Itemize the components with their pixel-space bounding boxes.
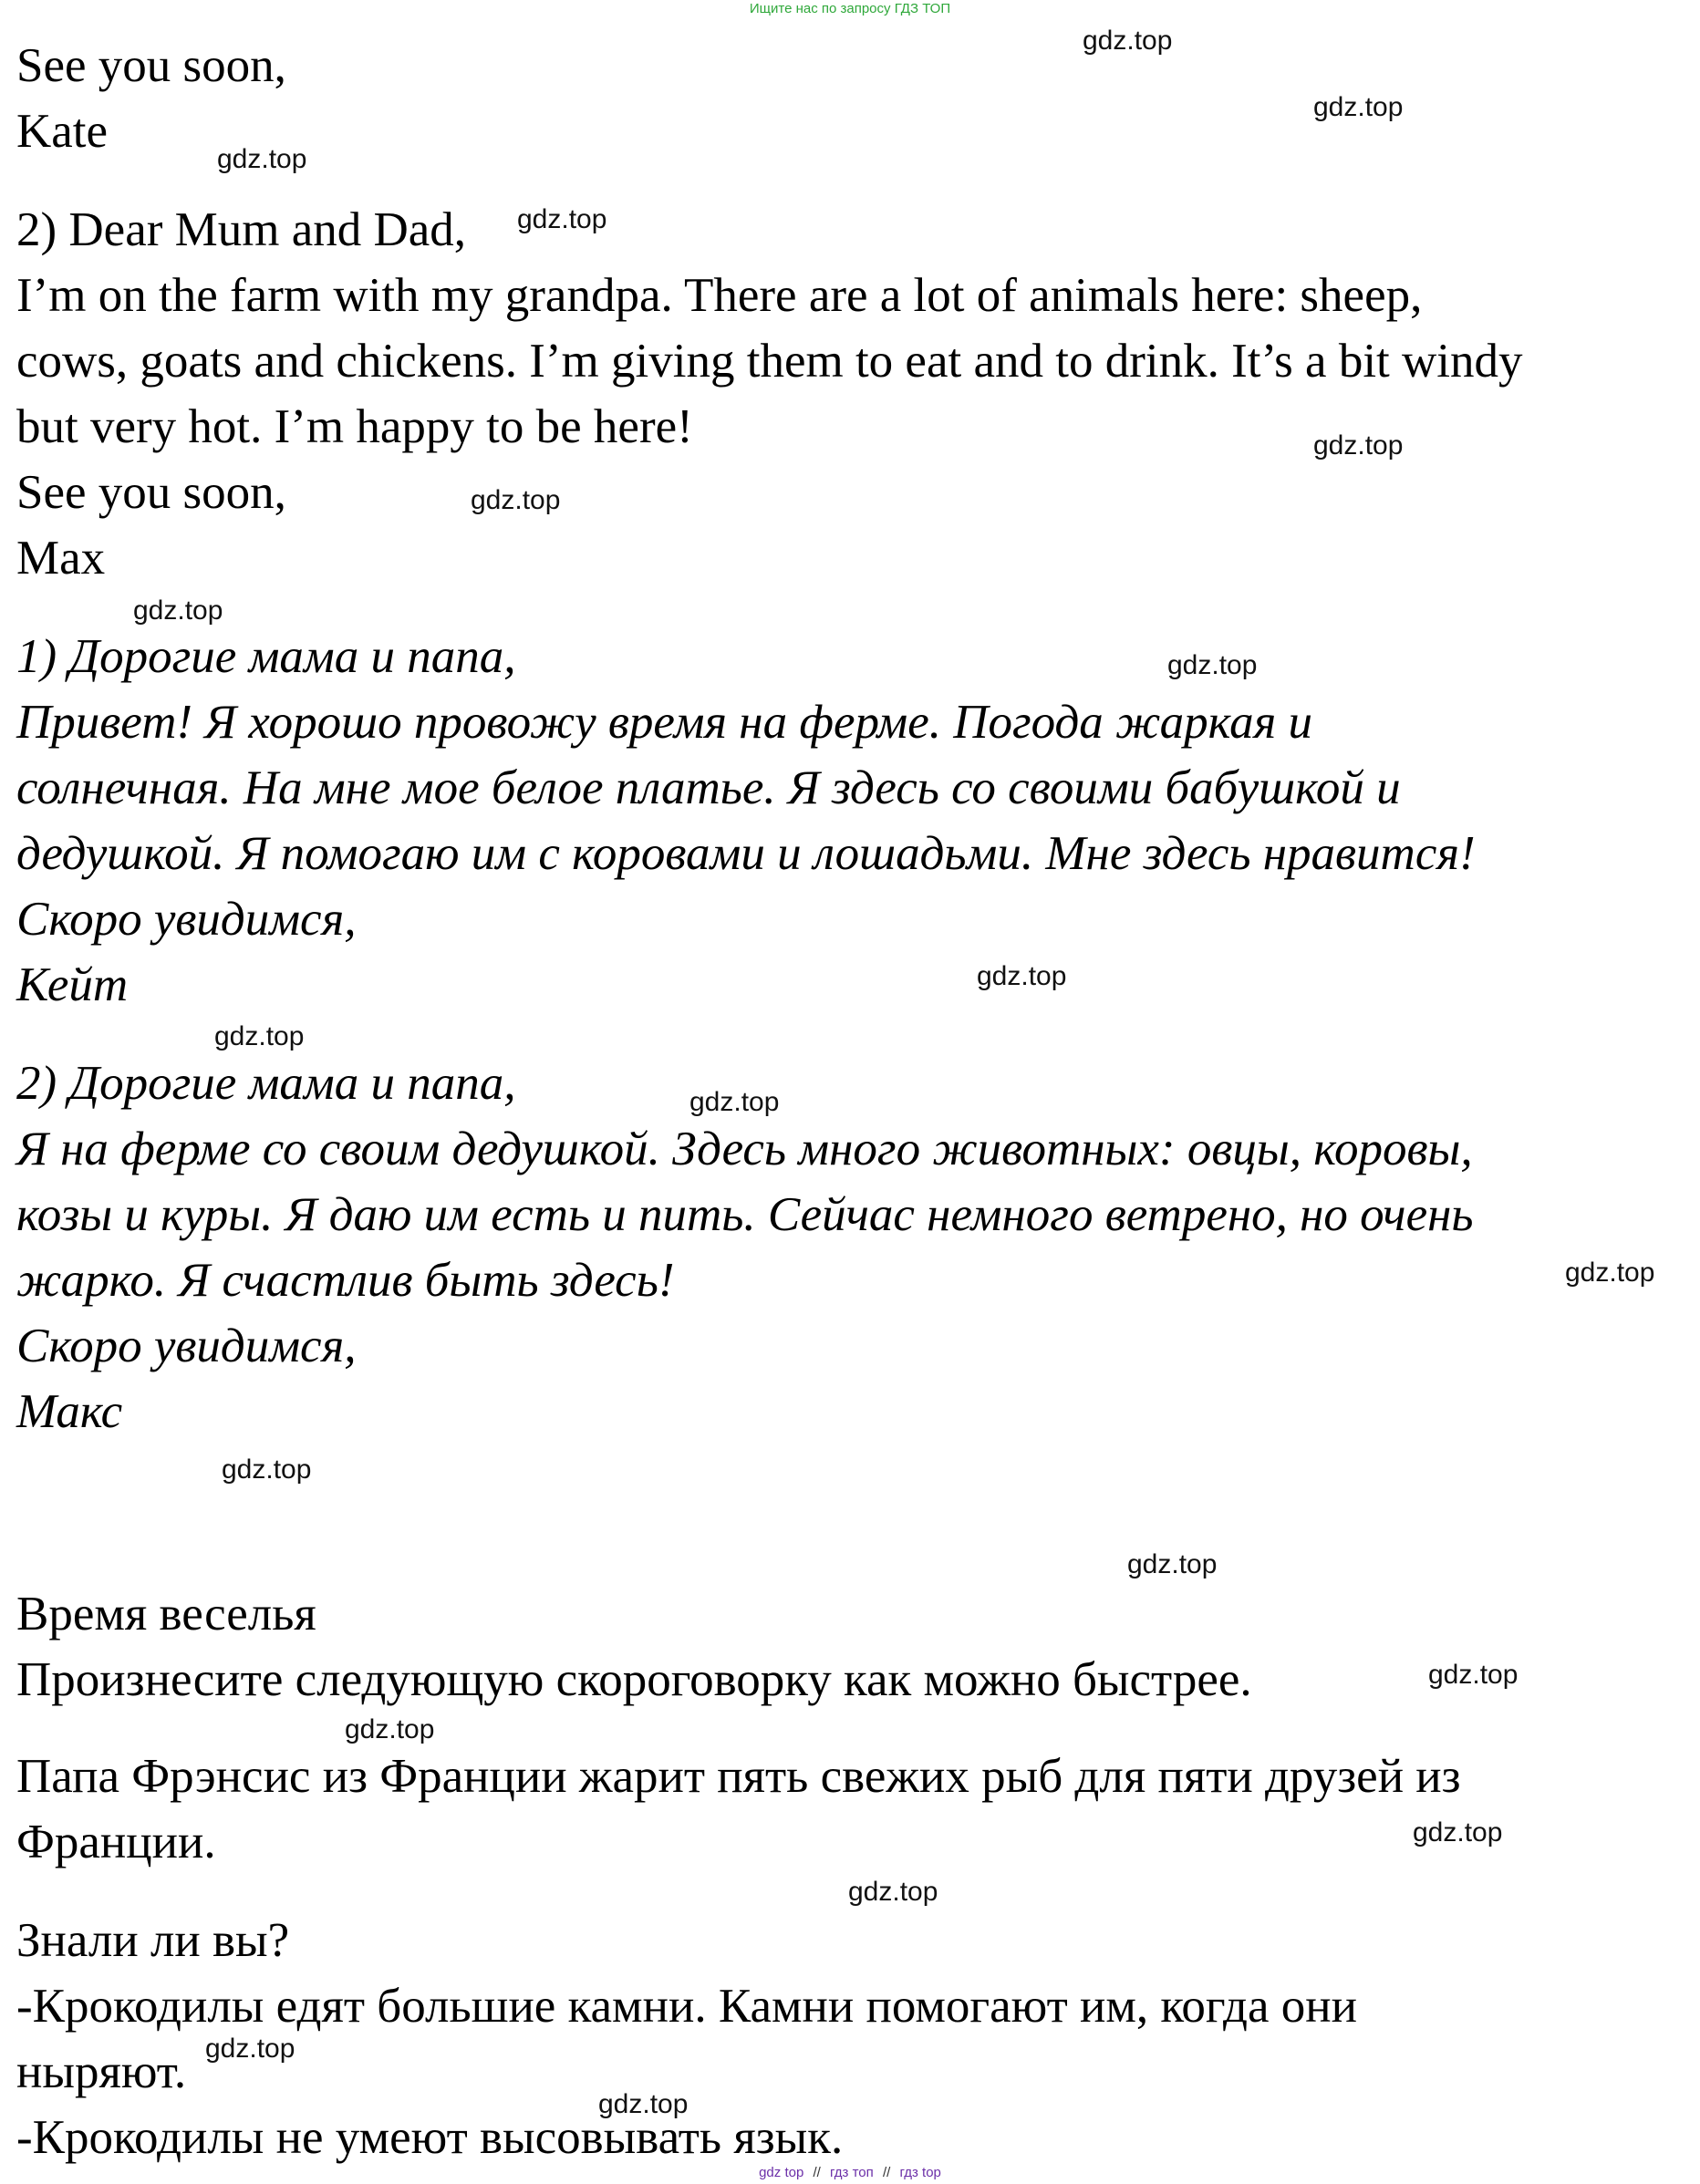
translation-sign-off: Скоро увидимся, bbox=[16, 893, 357, 946]
top-banner: Ищите нас по запросу ГДЗ ТОП bbox=[749, 1, 951, 16]
watermark: gdz.top bbox=[1413, 1817, 1503, 1848]
watermark: gdz.top bbox=[217, 144, 307, 174]
translation-heading: 2) Дорогие мама и папа, bbox=[16, 1057, 516, 1110]
sign-off-line: See you soon, bbox=[16, 466, 286, 519]
translation-name: Кейт bbox=[16, 958, 129, 1011]
letter-line: but very hot. I’m happy to be here! bbox=[16, 400, 693, 453]
footer-item: гдз top bbox=[899, 2165, 941, 2180]
watermark: gdz.top bbox=[214, 1021, 305, 1051]
tongue-twister-line: Папа Фрэнсис из Франции жарит пять свежих рыб для пяти друзей из bbox=[16, 1750, 1461, 1803]
fact-line: ныряют. bbox=[16, 2045, 187, 2098]
watermark: gdz.top bbox=[1083, 26, 1173, 56]
section-title: Знали ли вы? bbox=[16, 1914, 290, 1967]
footer-separator: // bbox=[882, 2165, 891, 2180]
translation-line: Привет! Я хорошо провожу время на ферме. Погода жаркая и bbox=[16, 696, 1312, 749]
translation-sign-off: Скоро увидимся, bbox=[16, 1320, 357, 1372]
watermark: gdz.top bbox=[1167, 650, 1258, 680]
watermark: gdz.top bbox=[471, 485, 561, 515]
watermark: gdz.top bbox=[1565, 1258, 1655, 1288]
translation-heading: 1) Дорогие мама и папа, bbox=[16, 630, 516, 683]
letter-line: I’m on the farm with my grandpa. There are a lot of animals here: sheep, bbox=[16, 269, 1423, 322]
watermark: gdz.top bbox=[517, 204, 607, 234]
fact-line: -Крокодилы едят большие камни. Камни помогают им, когда они bbox=[16, 1980, 1357, 2033]
translation-line: жарко. Я счастлив быть здесь! bbox=[16, 1254, 675, 1307]
watermark: gdz.top bbox=[1428, 1660, 1519, 1690]
watermark: gdz.top bbox=[1127, 1549, 1218, 1579]
watermark: gdz.top bbox=[848, 1877, 938, 1907]
sign-off-line: See you soon, bbox=[16, 39, 286, 92]
fact-line: -Крокодилы не умеют высовывать язык. bbox=[16, 2111, 844, 2164]
watermark: gdz.top bbox=[977, 961, 1067, 991]
signature-name: Max bbox=[16, 532, 106, 585]
translation-name: Макс bbox=[16, 1385, 123, 1438]
watermark: gdz.top bbox=[205, 2034, 295, 2064]
tongue-twister-line: Франции. bbox=[16, 1816, 216, 1868]
footer-separator: // bbox=[813, 2165, 821, 2180]
translation-line: дедушкой. Я помогаю им с коровами и лошадьми. Мне здесь нравится! bbox=[16, 827, 1476, 880]
translation-line: козы и куры. Я даю им есть и пить. Сейчас немного ветрено, но очень bbox=[16, 1188, 1474, 1241]
watermark: gdz.top bbox=[222, 1454, 312, 1485]
letter-line: cows, goats and chickens. I’m giving them to eat and to drink. It’s a bit windy bbox=[16, 335, 1523, 388]
watermark: gdz.top bbox=[1313, 92, 1404, 122]
footer bbox=[0, 2165, 1700, 2180]
watermark: gdz.top bbox=[345, 1714, 435, 1744]
section-title: Время веселья bbox=[16, 1588, 316, 1641]
watermark: gdz.top bbox=[1313, 430, 1404, 461]
watermark: gdz.top bbox=[598, 2089, 689, 2119]
translation-line: Я на ферме со своим дедушкой. Здесь много животных: овцы, коровы, bbox=[16, 1123, 1473, 1175]
footer-item: гдз топ bbox=[830, 2165, 874, 2180]
watermark: gdz.top bbox=[133, 595, 223, 626]
translation-line: солнечная. На мне мое белое платье. Я здесь со своими бабушкой и bbox=[16, 761, 1401, 814]
watermark: gdz.top bbox=[689, 1087, 780, 1117]
letter-heading: 2) Dear Mum and Dad, bbox=[16, 203, 467, 256]
footer-item: gdz top bbox=[759, 2165, 804, 2180]
instruction-line: Произнесите следующую скороговорку как можно быстрее. bbox=[16, 1653, 1252, 1706]
signature-name: Kate bbox=[16, 105, 109, 158]
